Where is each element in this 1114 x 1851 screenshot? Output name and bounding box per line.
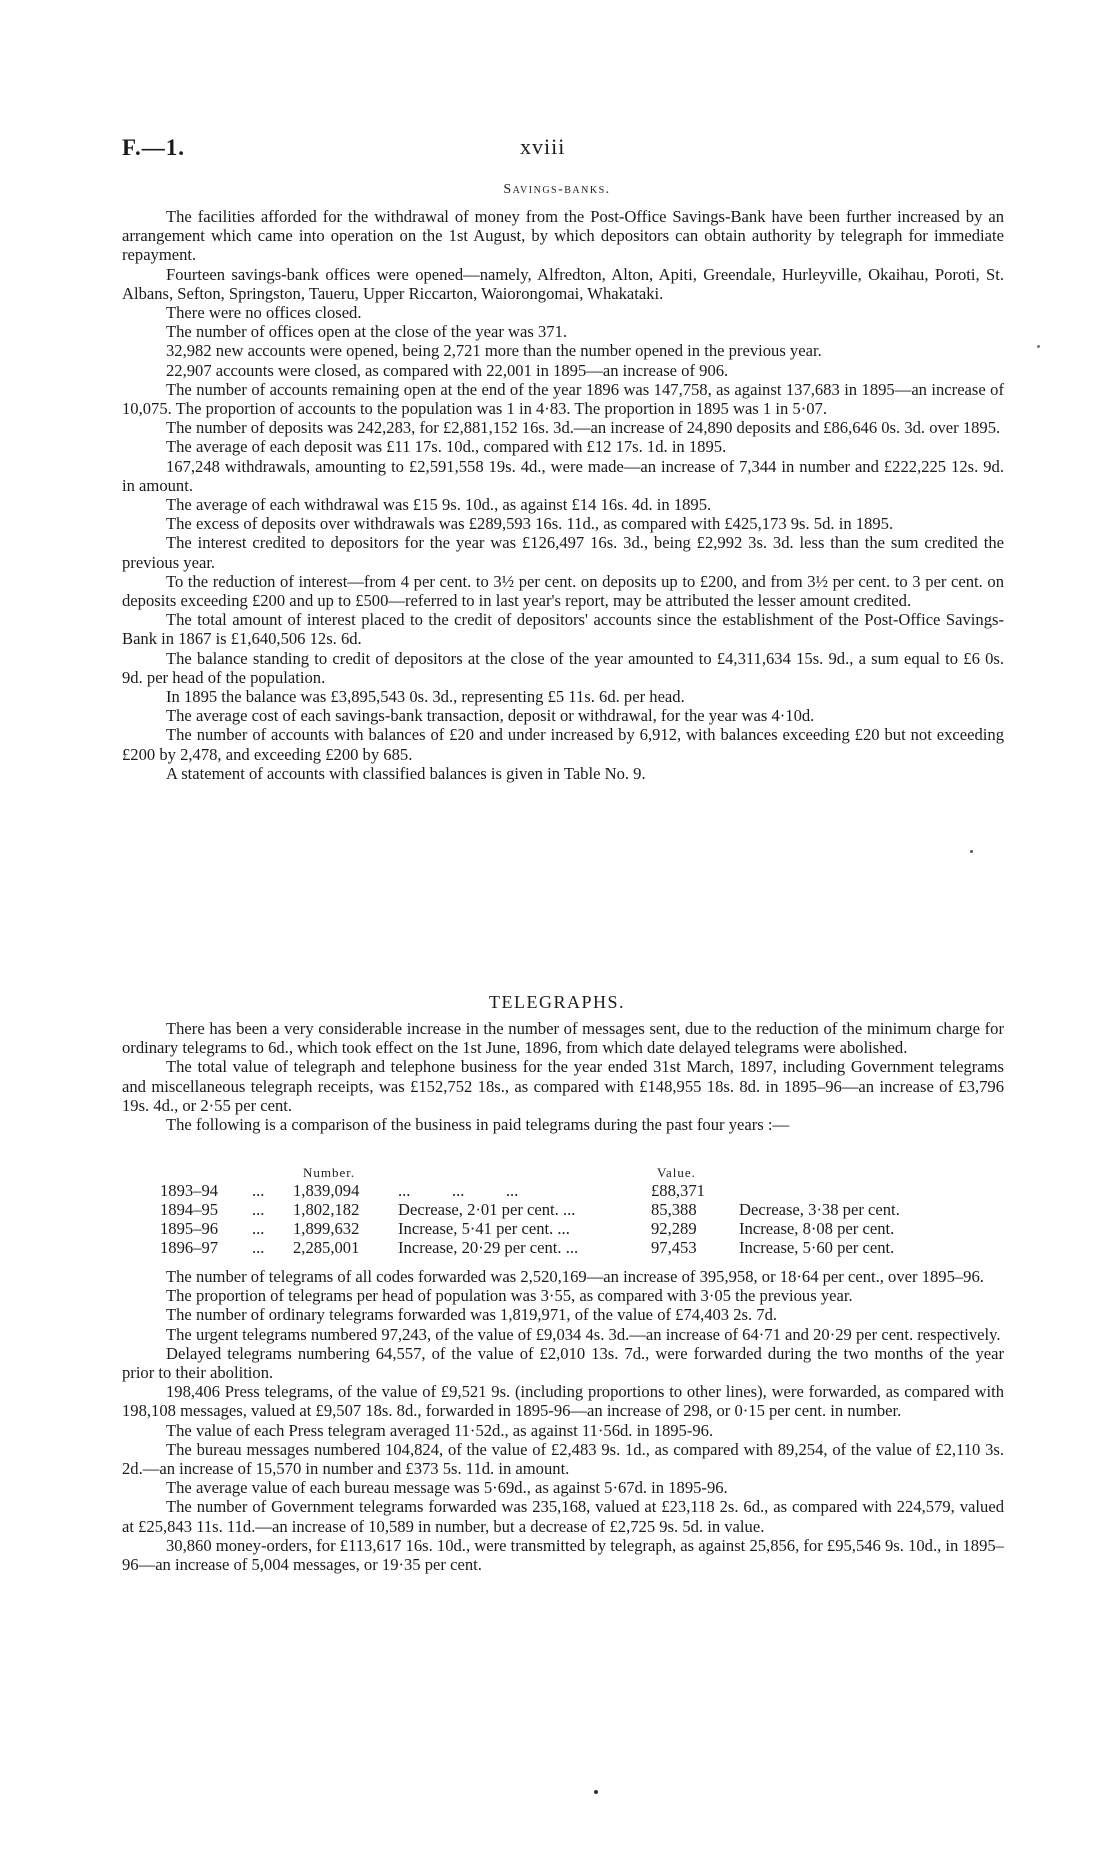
value-cell: 85,388 bbox=[651, 1200, 697, 1219]
telegraphs-intro bbox=[122, 1019, 1004, 1134]
ink-speck bbox=[1037, 345, 1040, 348]
telegraphs-heading: TELEGRAPHS. bbox=[488, 992, 625, 1012]
savings-paragraph: There were no offices closed. bbox=[166, 303, 362, 323]
year-cell: 1896–97 bbox=[160, 1238, 219, 1257]
page-reference: F.—1. bbox=[122, 135, 185, 160]
telegraphs-paragraph: The number of Government telegrams forwarded was 235,168, valued at £23,118 2s. 6d., as compared with 224,579, valued at £25,843 11s. 11d.—an increase of 10,589 in number, but a decrease of £2,725 9s. 5d. in value. bbox=[122, 1497, 1004, 1536]
savings-paragraph: 22,907 accounts were closed, as compared with 22,001 in 1895—an increase of 906. bbox=[166, 360, 729, 380]
savings-banks-heading: Savings-banks. bbox=[503, 182, 611, 197]
value-change-cell: Increase, 8·08 per cent. bbox=[739, 1219, 895, 1238]
savings-paragraph: In 1895 the balance was £3,895,543 0s. 3d., representing £5 11s. 6d. per head. bbox=[166, 687, 685, 707]
telegraphs-paragraph: The urgent telegrams numbered 97,243, of the value of £9,034 4s. 3d.—an increase of 64·71 and 20·29 per cent. respectively. bbox=[166, 1324, 1001, 1344]
savings-paragraph: The number of deposits was 242,283, for £2,881,152 16s. 3d.—an increase of 24,890 deposits and £86,646 0s. 3d. over 1895. bbox=[166, 418, 1001, 438]
savings-paragraph: A statement of accounts with classified balances is given in Table No. 9. bbox=[166, 763, 646, 783]
savings-paragraph: The number of offices open at the close of the year was 371. bbox=[166, 322, 568, 342]
telegraphs-paragraph: The number of telegrams of all codes forwarded was 2,520,169—an increase of 395,958, or 18·64 per cent., over 1895–96. bbox=[166, 1267, 984, 1286]
value-cell: £88,371 bbox=[651, 1181, 705, 1200]
page-number: xviii bbox=[520, 134, 566, 159]
column-header-value: Value. bbox=[657, 1165, 696, 1180]
savings-paragraph: The number of accounts remaining open at the end of the year 1896 was 147,758, as against 137,683 in 1895—an increase of 10,075. The proportion of accounts to the population was 1 in 4·83. The proportion in 1895 was 1 in 5·07. bbox=[122, 379, 1004, 419]
number-change-cell: Decrease, 2·01 per cent. ... bbox=[398, 1200, 576, 1219]
telegraphs-paragraph: The average value of each bureau message was 5·69d., as against 5·67d. in 1895-96. bbox=[166, 1478, 728, 1498]
telegraphs-paragraph: The following is a comparison of the business in paid telegrams during the past four years :— bbox=[166, 1115, 790, 1135]
savings-banks-section bbox=[122, 207, 1004, 783]
savings-paragraph: 167,248 withdrawals, amounting to £2,591,558 19s. 4d., were made—an increase of 7,344 in number and £222,225 12s. 9d. in amount. bbox=[122, 456, 1004, 495]
telegraphs-section bbox=[122, 1267, 1004, 1574]
leader-dots: ... bbox=[252, 1200, 265, 1219]
value-cell: 92,289 bbox=[651, 1219, 697, 1238]
year-cell: 1893–94 bbox=[160, 1181, 219, 1200]
year-cell: 1895–96 bbox=[160, 1219, 219, 1238]
savings-paragraph: Fourteen savings-bank offices were opened—namely, Alfredton, Alton, Apiti, Greendale, Hurleyville, Okaihau, Poroti, St. Albans, Sefton, Springston, Taueru, Upper Riccarton, Waiorongomai, Whakataki. bbox=[122, 264, 1004, 303]
telegraphs-paragraph: There has been a very considerable increase in the number of messages sent, due to the reduction of the minimum charge for ordinary telegrams to 6d., which took effect on the 1st June, 1896, from which date delayed telegrams were abolished. bbox=[122, 1019, 1004, 1058]
value-change-cell: Increase, 5·60 per cent. bbox=[739, 1238, 895, 1257]
number-change-cell: ... ... ... bbox=[398, 1181, 519, 1200]
savings-paragraph: The facilities afforded for the withdrawal of money from the Post-Office Savings-Bank have been further increased by an arrangement which came into operation on the 1st August, by which depositors can obtain authority by telegraph for immediate repayment. bbox=[122, 207, 1004, 265]
number-cell: 1,839,094 bbox=[293, 1181, 360, 1200]
telegraphs-paragraph: 30,860 money-orders, for £113,617 16s. 10d., were transmitted by telegraph, as against 25,856, for £95,546 9s. 10d., in 1895–96—an increase of 5,004 messages, or 19·35 per cent. bbox=[122, 1535, 1004, 1575]
ink-speck bbox=[594, 1790, 598, 1794]
value-cell: 97,453 bbox=[651, 1238, 697, 1257]
telegraphs-paragraph: Delayed telegrams numbering 64,557, of the value of £2,010 13s. 7d., were forwarded during the two months of the year prior to their abolition. bbox=[122, 1343, 1004, 1383]
savings-paragraph: 32,982 new accounts were opened, being 2,721 more than the number opened in the previous year. bbox=[166, 341, 822, 361]
value-change-cell: Decrease, 3·38 per cent. bbox=[739, 1200, 900, 1219]
savings-paragraph: The number of accounts with balances of £20 and under increased by 6,912, with balances exceeding £20 but not exceeding £200 by 2,478, and exceeding £200 by 685. bbox=[122, 725, 1004, 764]
telegraphs-paragraph: The value of each Press telegram averaged 11·52d., as against 11·56d. in 1895-96. bbox=[166, 1420, 714, 1440]
leader-dots: ... bbox=[252, 1181, 265, 1200]
savings-paragraph: The average of each withdrawal was £15 9s. 10d., as against £14 16s. 4d. in 1895. bbox=[166, 495, 712, 515]
telegraphs-paragraph: 198,406 Press telegrams, of the value of £9,521 9s. (including proportions to other lines), were forwarded, as compared with 198,108 messages, valued at £9,507 18s. 8d., forwarded in 1895-96—an increase of 298, or 0·15 per cent. in number. bbox=[122, 1382, 1004, 1421]
year-cell: 1894–95 bbox=[160, 1200, 219, 1219]
number-change-cell: Increase, 5·41 per cent. ... bbox=[398, 1219, 570, 1238]
savings-paragraph: The excess of deposits over withdrawals was £289,593 16s. 11d., as compared with £425,173 9s. 5d. in 1895. bbox=[166, 514, 894, 534]
savings-paragraph: The total amount of interest placed to the credit of depositors' accounts since the establishment of the Post-Office Savings-Bank in 1867 is £1,640,506 12s. 6d. bbox=[122, 610, 1004, 649]
savings-paragraph: The average cost of each savings-bank transaction, deposit or withdrawal, for the year was 4·10d. bbox=[166, 706, 815, 726]
leader-dots: ... bbox=[252, 1238, 265, 1257]
telegraphs-paragraph: The bureau messages numbered 104,824, of the value of £2,483 9s. 1d., as compared with 89,254, of the value of £2,110 3s. 2d.—an increase of 15,570 in number and £373 5s. 11d. in amount. bbox=[122, 1439, 1004, 1479]
telegraphs-paragraph: The number of ordinary telegrams forwarded was 1,819,971, of the value of £74,403 2s. 7d. bbox=[166, 1305, 778, 1325]
number-change-cell: Increase, 20·29 per cent. ... bbox=[398, 1238, 579, 1257]
number-cell: 2,285,001 bbox=[293, 1238, 360, 1257]
leader-dots: ... bbox=[252, 1219, 265, 1238]
savings-paragraph: The average of each deposit was £11 17s. 10d., compared with £12 17s. 1d. in 1895. bbox=[166, 437, 727, 457]
number-cell: 1,802,182 bbox=[293, 1200, 360, 1219]
telegraphs-paragraph: The proportion of telegrams per head of population was 3·55, as compared with 3·05 the previous year. bbox=[166, 1286, 853, 1306]
telegraphs-paragraph: The total value of telegraph and telephone business for the year ended 31st March, 1897, including Government telegrams and miscellaneous telegraph receipts, was £152,752 18s., as compared with £148,955 18s. 8d. in 1895–96—an increase of £3,796 19s. 4d., or 2·55 per cent. bbox=[122, 1057, 1004, 1115]
savings-paragraph: The balance standing to credit of depositors at the close of the year amounted to £4,311,634 15s. 9d., a sum equal to £6 0s. 9d. per head of the population. bbox=[122, 648, 1004, 687]
number-cell: 1,899,632 bbox=[293, 1219, 360, 1238]
savings-paragraph: To the reduction of interest—from 4 per cent. to 3½ per cent. on deposits up to £200, and from 3½ per cent. to 3 per cent. on deposits exceeding £200 and up to £500—referred to in last year's report, may be attributed the lesser amount credited. bbox=[122, 571, 1004, 611]
savings-paragraph: The interest credited to depositors for the year was £126,497 16s. 3d., being £2,992 3s. 3d. less than the sum credited the previous year. bbox=[122, 533, 1004, 572]
ink-speck bbox=[970, 850, 973, 853]
column-header-number: Number. bbox=[303, 1165, 356, 1180]
